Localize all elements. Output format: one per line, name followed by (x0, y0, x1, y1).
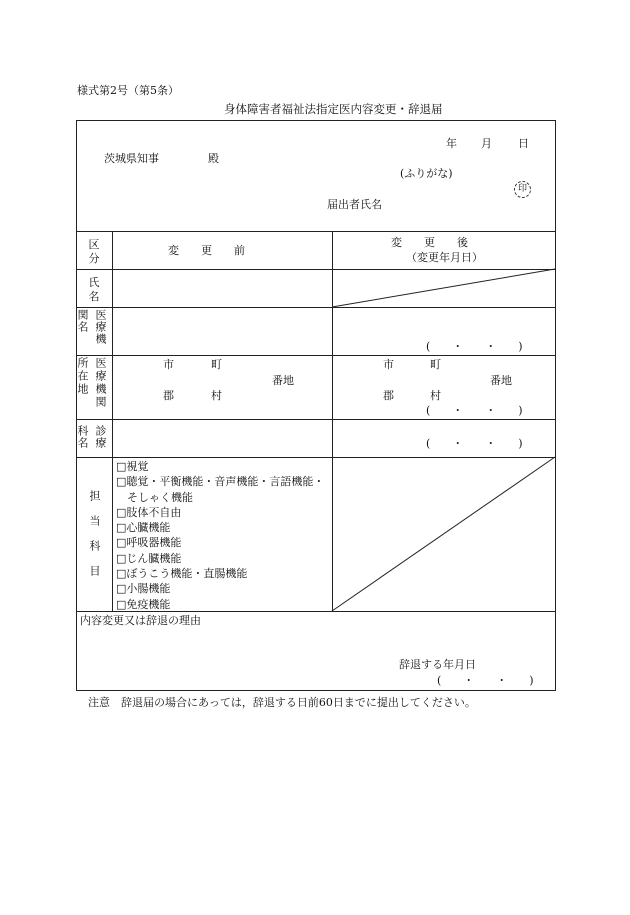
row-label-institution-name: 医療機関名 (76, 309, 107, 345)
date-day-label: 日 (518, 137, 529, 150)
checkbox-item[interactable]: □心臓機能 (116, 521, 171, 535)
honorific: 殿 (208, 152, 219, 165)
after-subheader: （変更年月日） (406, 251, 483, 264)
form-number: 様式第2号（第5条） (77, 84, 179, 97)
before-gun: 郡 (163, 389, 174, 402)
date-month-label: 月 (481, 137, 492, 150)
after-village: 村 (430, 389, 441, 402)
after-banchi: 番地 (490, 374, 512, 387)
before-city: 市 (163, 358, 174, 371)
row-label-institution-address: 医療機関所在地 (76, 357, 107, 409)
seal-mark: 印 (514, 181, 531, 198)
checkbox-item[interactable]: □小腸機能 (116, 582, 171, 596)
checkbox-list (116, 459, 324, 612)
addressee: 茨城県知事 (104, 152, 159, 165)
withdraw-date-field: ( ・ ・ ) (437, 674, 534, 687)
before-header: 変 更 前 (168, 244, 245, 257)
checkbox-item[interactable]: □免疫機能 (116, 597, 171, 611)
furigana-label: (ふりがな) (400, 167, 453, 180)
after-header: 変 更 後 (391, 236, 468, 249)
checkbox-item[interactable]: □聴覚・平衡機能・音声機能・言語機能・ (116, 475, 325, 489)
after-town: 町 (430, 358, 441, 371)
form-title: 身体障害者福祉法指定医内容変更・辞退届 (224, 102, 443, 116)
row-label-assigned-dept: 担当科目 (88, 490, 101, 590)
category-header: 区分 (88, 238, 100, 266)
date-year-label: 年 (446, 137, 457, 150)
checkbox-item[interactable]: □じん臓機能 (116, 551, 182, 565)
checkbox-item[interactable]: □肢体不自由 (116, 505, 182, 519)
withdraw-date-label: 辞退する年月日 (399, 658, 476, 671)
row-label-name: 氏名 (88, 276, 100, 304)
institution-name-date: ( ・ ・ ) (426, 340, 523, 353)
row-label-dept-name: 診療科名 (76, 425, 107, 449)
after-gun: 郡 (383, 389, 394, 402)
institution-address-date: ( ・ ・ ) (426, 404, 523, 417)
checkbox-item[interactable]: □呼吸器機能 (116, 536, 182, 550)
applicant-name-label: 届出者氏名 (327, 198, 382, 211)
dept-name-date: ( ・ ・ ) (426, 437, 523, 450)
before-banchi: 番地 (272, 374, 294, 387)
before-town: 町 (211, 358, 222, 371)
checkbox-item[interactable]: □ぼうこう機能・直腸機能 (116, 567, 248, 581)
before-village: 村 (211, 389, 222, 402)
checkbox-item-continuation: そしゃく機能 (116, 490, 193, 504)
checkbox-item[interactable]: □視覚 (116, 460, 149, 473)
footer-note: 注意 辞退届の場合にあっては，辞退する日前60日までに提出してください。 (88, 696, 476, 709)
reason-label: 内容変更又は辞退の理由 (80, 614, 201, 627)
after-city: 市 (383, 358, 394, 371)
